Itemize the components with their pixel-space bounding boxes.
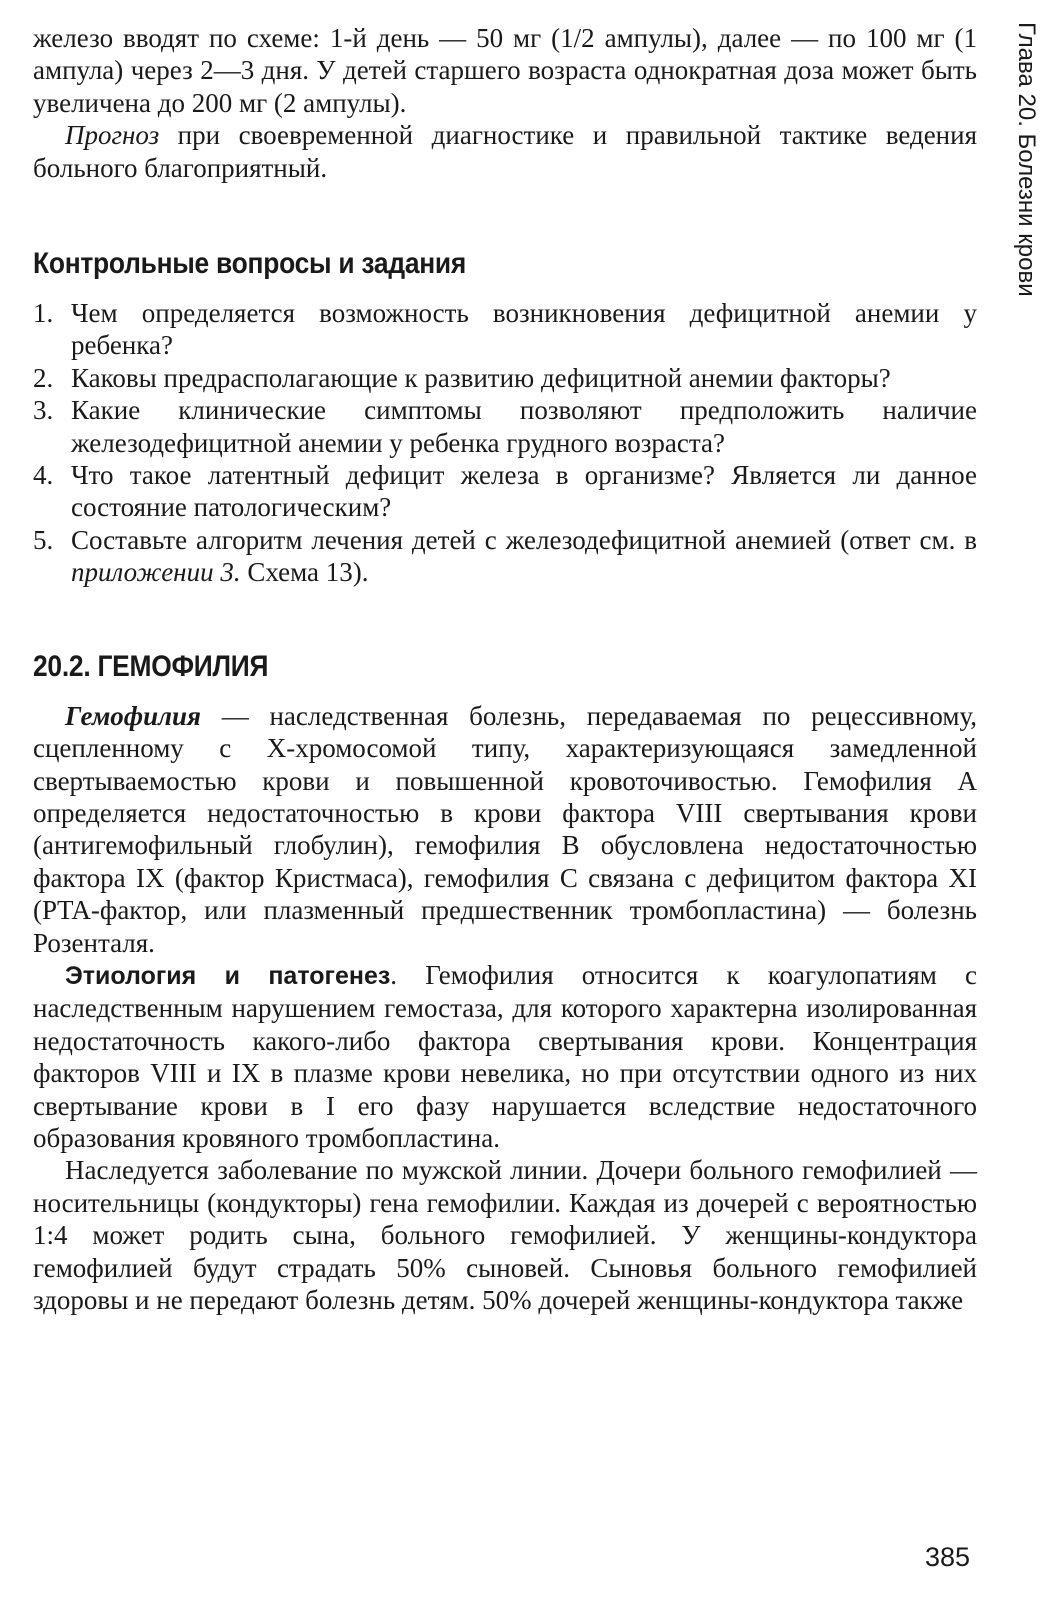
section-heading: 20.2. ГЕМОФИЛИЯ [33,649,269,683]
questions-heading: Контрольные вопросы и задания [33,247,467,281]
inheritance-paragraph: Наследуется заболевание по мужской линии. Дочери больного гемофилией — носительницы (кондукторы) гена гемофилии. Каждая из дочерей с вероятностью 1:4 может родить сына, больного гемофилией. У женщины-кондуктора гемофилией будут страдать 50% сыновей. Сыновья больного гемофилией здоровы и не передают болезнь детям. 50% дочерей женщины-кондуктора также [33,1155,977,1315]
list-item-text [71,524,977,589]
item5-text-a: Составьте алгоритм лечения детей с железодефицитной анемией (ответ см. в [71,524,977,555]
list-item [33,297,977,362]
list-item [33,524,977,589]
list-item-text: Что такое латентный дефицит железа в организме? Является ли данное состояние патологическим? [71,460,977,523]
etiology-paragraph [33,959,977,1154]
running-header: Глава 20. Болезни крови [1013,22,1040,297]
prognosis-text: при своевременной диагностике и правильной тактике ведения больного благоприятный. [33,120,977,183]
definition-text: — наследственная болезнь, передаваемая по рецессивному, сцепленному с Х-хромосомой типу, характеризующаяся замедленной свертываемостью крови и повышенной кровоточивостью. Гемофилия А определяется недостаточностью в крови фактора VIII свертывания крови (антигемофильный глобулин), гемофилия В обусловлена недостаточностью фактора IX (фактор Кристмаса), гемофилия С связана с дефицитом фактора XI (PTA-фактор, или плазменный предшественник тромбопластина) — болезнь Розенталя. [33,700,977,958]
list-item-number: 1. [33,298,54,329]
list-item [33,394,977,459]
list-item-number: 5. [33,524,54,555]
list-item [33,459,977,524]
appendix-reference: приложении 3. [71,557,241,588]
definition-term: Гемофилия [65,700,201,731]
prognosis-paragraph [33,119,977,184]
list-item-text: Каковы предрасполагающие к развитию дефицитной анемии факторы? [71,362,891,393]
etiology-term: Этиология и патогенез [65,961,391,990]
page-number: 385 [925,1542,971,1572]
list-item-text: Чем определяется возможность возникновения дефицитной анемии у ребенка? [71,298,977,361]
list-item-number: 2. [33,362,54,393]
list-item [33,362,977,394]
list-item-text: Какие клинические симптомы позволяют предположить наличие железодефицитной анемии у ребенка грудного возраста? [71,395,977,458]
questions-list [33,297,977,589]
etiology-text: . Гемофилия относится к коагулопатиям с наследственным нарушением гемостаза, для которого характерна изолированная недостаточность какого-либо фактора свертывания крови. Концентрация факторов VIII и IX в плазме крови невелика, но при отсутствии одного из них свертывание крови в I его фазу нарушается вследствие недостаточного образования кровяного тромбопластина. [33,959,977,1153]
intro-paragraph-1: железо вводят по схеме: 1-й день — 50 мг (1/2 ампулы), далее — по 100 мг (1 ампула) через 2—3 дня. У детей старшего возраста однократная доза может быть увеличена до 200 мг (2 ампулы). [33,23,977,118]
prognosis-term: Прогноз [65,120,160,151]
list-item-number: 4. [33,460,54,491]
item5-text-b: Схема 13). [240,557,369,588]
definition-paragraph [33,700,977,959]
list-item-number: 3. [33,395,54,426]
page-body [33,22,977,1316]
